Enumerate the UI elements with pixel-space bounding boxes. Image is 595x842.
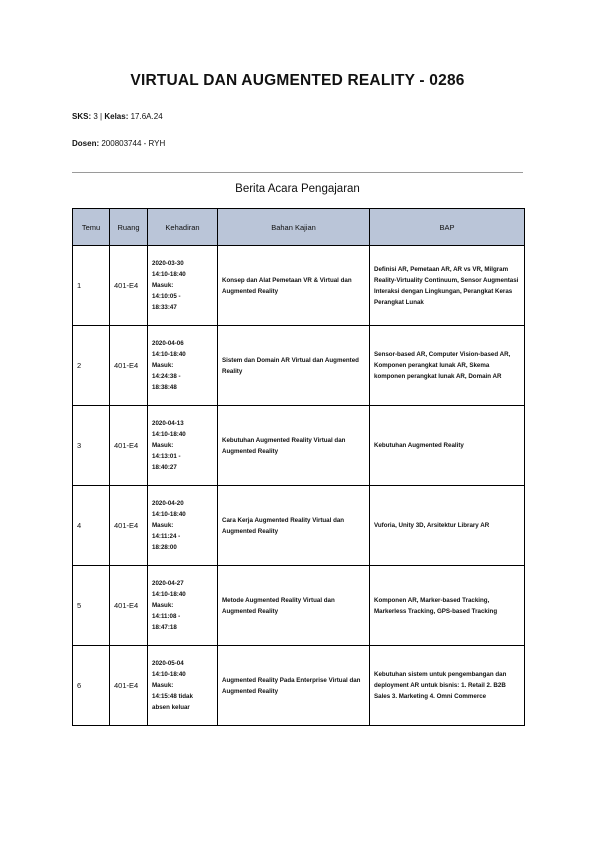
- cell-ruang: 401-E4: [110, 246, 148, 326]
- cell-bap: Vuforia, Unity 3D, Arsitektur Library AR: [370, 486, 525, 566]
- table-row: [73, 486, 525, 566]
- cell-bap: Sensor-based AR, Computer Vision-based AR, Komponen perangkat lunak AR, Skema komponen perangkat lunak AR, Domain AR: [370, 326, 525, 406]
- lecturer-info: [72, 139, 165, 148]
- dosen-label: Dosen:: [72, 139, 100, 148]
- sks-value: 3: [93, 112, 98, 121]
- table-row: [73, 326, 525, 406]
- cell-bahan-kajian: Kebutuhan Augmented Reality Virtual dan Augmented Reality: [218, 406, 370, 486]
- table-header-row: [73, 209, 525, 246]
- cell-kehadiran: 2020-04-13 14:10-18:40 Masuk: 14:13:01 - 18:40:27: [148, 406, 218, 486]
- cell-bap: Komponen AR, Marker-based Tracking, Markerless Tracking, GPS-based Tracking: [370, 566, 525, 646]
- table-row: [73, 406, 525, 486]
- cell-kehadiran: 2020-04-20 14:10-18:40 Masuk: 14:11:24 - 18:28:00: [148, 486, 218, 566]
- header-bahan-kajian: Bahan Kajian: [218, 209, 370, 246]
- cell-bap: Kebutuhan Augmented Reality: [370, 406, 525, 486]
- cell-bap: Kebutuhan sistem untuk pengembangan dan deployment AR untuk bisnis: 1. Retail 2. B2B Sales 3. Marketing 4. Omni Commerce: [370, 646, 525, 726]
- cell-temu: 5: [73, 566, 110, 646]
- header-kehadiran: Kehadiran: [148, 209, 218, 246]
- cell-kehadiran: 2020-04-06 14:10-18:40 Masuk: 14:24:38 - 18:38:48: [148, 326, 218, 406]
- cell-bahan-kajian: Konsep dan Alat Pemetaan VR & Virtual dan Augmented Reality: [218, 246, 370, 326]
- cell-bahan-kajian: Augmented Reality Pada Enterprise Virtual dan Augmented Reality: [218, 646, 370, 726]
- cell-ruang: 401-E4: [110, 326, 148, 406]
- kelas-label: Kelas:: [104, 112, 129, 121]
- cell-bahan-kajian: Cara Kerja Augmented Reality Virtual dan Augmented Reality: [218, 486, 370, 566]
- cell-temu: 6: [73, 646, 110, 726]
- divider: [72, 172, 523, 173]
- teaching-record-table: [72, 208, 525, 726]
- cell-bap: Definisi AR, Pemetaan AR, AR vs VR, Milgram Reality-Virtuality Continuum, Sensor Augmentasi Interaksi dengan Lingkungan, Perangkat Keras Perangkat Lunak: [370, 246, 525, 326]
- cell-ruang: 401-E4: [110, 646, 148, 726]
- table-row: [73, 646, 525, 726]
- cell-temu: 4: [73, 486, 110, 566]
- dosen-value: 200803744 - RYH: [101, 139, 166, 148]
- table-row: [73, 566, 525, 646]
- cell-temu: 3: [73, 406, 110, 486]
- header-temu: Temu: [73, 209, 110, 246]
- course-info: [72, 112, 163, 121]
- cell-bahan-kajian: Metode Augmented Reality Virtual dan Augmented Reality: [218, 566, 370, 646]
- cell-ruang: 401-E4: [110, 406, 148, 486]
- cell-kehadiran: 2020-05-04 14:10-18:40 Masuk: 14:15:48 tidak absen keluar: [148, 646, 218, 726]
- cell-bahan-kajian: Sistem dan Domain AR Virtual dan Augmented Reality: [218, 326, 370, 406]
- cell-temu: 2: [73, 326, 110, 406]
- header-ruang: Ruang: [110, 209, 148, 246]
- header-bap: BAP: [370, 209, 525, 246]
- section-title: Berita Acara Pengajaran: [235, 183, 360, 195]
- cell-kehadiran: 2020-03-30 14:10-18:40 Masuk: 14:10:05 - 18:33:47: [148, 246, 218, 326]
- separator: |: [100, 112, 103, 121]
- document-title: VIRTUAL DAN AUGMENTED REALITY - 0286: [130, 72, 465, 89]
- cell-ruang: 401-E4: [110, 486, 148, 566]
- kelas-value: 17.6A.24: [130, 112, 163, 121]
- cell-temu: 1: [73, 246, 110, 326]
- cell-ruang: 401-E4: [110, 566, 148, 646]
- sks-label: SKS:: [72, 112, 92, 121]
- table-row: [73, 246, 525, 326]
- cell-kehadiran: 2020-04-27 14:10-18:40 Masuk: 14:11:08 - 18:47:18: [148, 566, 218, 646]
